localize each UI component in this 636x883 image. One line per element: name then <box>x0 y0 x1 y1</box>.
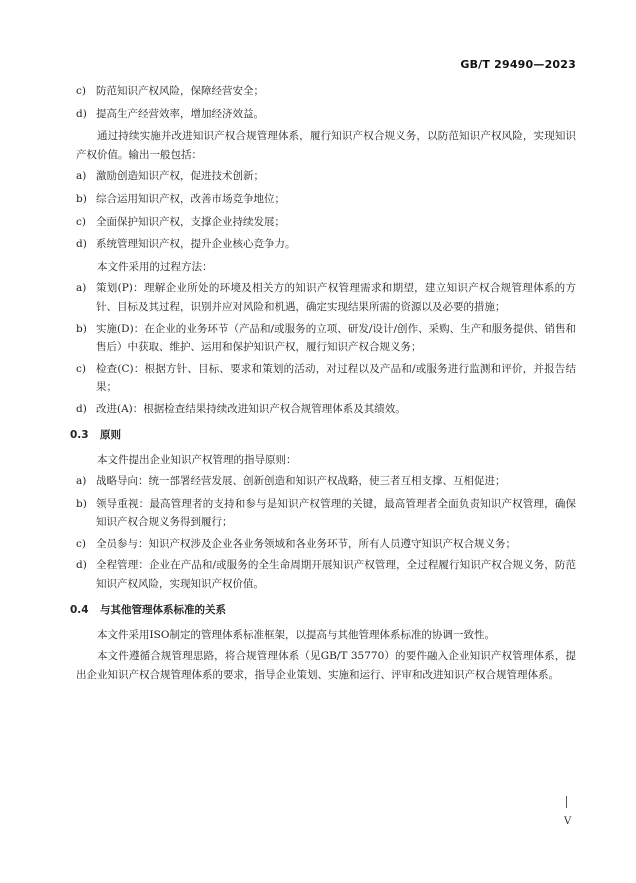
list-item-text: 综合运用知识产权，改善市场竞争地位； <box>96 192 285 205</box>
list-item <box>76 535 576 554</box>
list-item-text: 系统管理知识产权，提升企业核心竞争力。 <box>96 238 296 251</box>
section-number: 0.3 <box>70 428 89 441</box>
list-item-text: 防范知识产权风险，保障经营安全； <box>96 85 264 97</box>
page-edge-mark <box>566 796 567 808</box>
list-item-marker: d) <box>76 402 87 415</box>
list-item-marker: a) <box>76 475 87 488</box>
paragraph: 本文件提出企业知识产权管理的指导原则： <box>97 453 297 466</box>
list-item-marker: d) <box>76 559 87 572</box>
paragraph: 本文件采用ISO制定的管理体系标准框架，以提高与其他管理体系标准的协调一致性。 <box>97 628 495 641</box>
blocks-container <box>70 82 576 684</box>
section-title: 与其他管理体系标准的关系 <box>100 603 226 616</box>
list-item <box>76 105 576 124</box>
section-heading <box>70 602 576 618</box>
list-item-text: 实施(D)：在企业的业务环节（产品和/或服务的立项、研发/设计/创作、采购、生产和服务提供、销售和售后）中获取、维护、运用和保护知识产权，履行知识产权合规义务； <box>96 322 576 354</box>
list-item <box>76 472 576 491</box>
list-item-marker: b) <box>76 192 87 205</box>
section-heading <box>70 427 576 443</box>
list-item <box>76 279 576 316</box>
section-title: 原则 <box>100 428 121 441</box>
standard-code: GB/T 29490—2023 <box>460 58 576 71</box>
paragraph: 本文件采用的过程方法： <box>97 260 213 273</box>
list-item-marker: d) <box>76 107 87 120</box>
list-item <box>76 82 576 101</box>
list-item-marker: b) <box>76 497 87 510</box>
page-body <box>70 82 576 687</box>
list-item <box>76 235 576 254</box>
page-number: V <box>564 816 572 827</box>
paragraph: 通过持续实施并改进知识产权合规管理体系，履行知识产权合规义务，以防范知识产权风险，实现知识产权价值。输出一般包括： <box>76 130 576 161</box>
paragraph: 本文件遵循合规管理思路，将合规管理体系（见GB/T 35770）的要件融入企业知识产权管理体系，提出企业知识产权合规管理体系的要求，指导企业策划、实施和运行、评审和改进知识产权合规管理体系。 <box>76 650 576 681</box>
list-item <box>76 167 576 186</box>
list-item-marker: c) <box>76 362 86 375</box>
list-item-marker: c) <box>76 537 86 550</box>
list-item-marker: a) <box>76 170 87 183</box>
list-item-text: 策划(P)：理解企业所处的环境及相关方的知识产权管理需求和期望，建立知识产权合规管理体系的方针、目标及其过程，识别并应对风险和机遇，确定实现结果所需的资源以及必要的措施； <box>96 282 576 313</box>
list-item-marker: b) <box>76 322 87 335</box>
list-item <box>76 213 576 232</box>
list-item-marker: a) <box>76 282 87 295</box>
list-item-marker: c) <box>76 215 86 228</box>
list-item-text: 全程管理：企业在产品和/或服务的全生命周期开展知识产权管理，全过程履行知识产权合规义务，防范知识产权风险，实现知识产权价值。 <box>96 559 576 591</box>
list-item <box>76 320 576 357</box>
list-item-marker: c) <box>76 85 86 97</box>
list-item-text: 领导重视：最高管理者的支持和参与是知识产权管理的关键，最高管理者全面负责知识产权管理，确保知识产权合规义务得到履行； <box>96 497 576 529</box>
list-item-text: 战略导向：统一部署经营发展、创新创造和知识产权战略，使三者互相支撑、互相促进； <box>96 475 506 488</box>
list-item-text: 改进(A)：根据检查结果持续改进知识产权合规管理体系及其绩效。 <box>96 402 406 415</box>
list-item <box>76 495 576 532</box>
list-item <box>76 190 576 209</box>
list-item-text: 激励创造知识产权，促进技术创新； <box>96 170 264 183</box>
list-item-marker: d) <box>76 238 87 251</box>
list-item <box>76 360 576 397</box>
section-number: 0.4 <box>70 603 89 616</box>
list-item-text: 提高生产经营效率，增加经济效益。 <box>96 107 264 120</box>
list-item-text: 全员参与：知识产权涉及企业各业务领域和各业务环节，所有人员遵守知识产权合规义务； <box>96 537 516 550</box>
list-item <box>76 556 576 593</box>
list-item-text: 全面保护知识产权，支撑企业持续发展； <box>96 215 285 228</box>
list-item <box>76 400 576 419</box>
list-item-text: 检查(C)：根据方针、目标、要求和策划的活动，对过程以及产品和/或服务进行监测和评价，并报告结果； <box>96 362 576 394</box>
